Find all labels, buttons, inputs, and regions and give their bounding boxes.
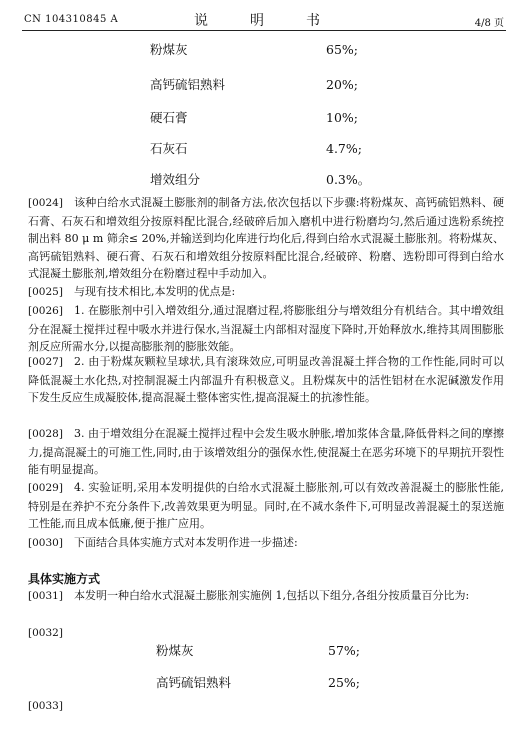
paragraph bbox=[28, 353, 504, 407]
component-percent: 65%; bbox=[326, 42, 358, 57]
paragraph-number: [0028] bbox=[28, 428, 63, 440]
component-percent: 10%; bbox=[326, 110, 358, 125]
paragraph-text: 2. 由于粉煤灰颗粒呈球状,具有滚珠效应,可明显改善混凝土拌合物的工作性能,同时可以降低混凝土水化热,对控制混凝土内部温升有积极意义。且粉煤灰中的活性铝材在水泥碱激发作用下发生反应生成凝胶体,提高混凝土整体密实性,提高混凝土的抗渗性能。 bbox=[28, 355, 504, 405]
table-row bbox=[156, 643, 456, 659]
paragraph-number: [0029] bbox=[28, 482, 63, 494]
table-row bbox=[150, 141, 450, 157]
component-name: 粉煤灰 bbox=[156, 643, 194, 658]
paragraph bbox=[28, 194, 504, 283]
paragraph-text: 1. 在膨胀剂中引入增效组分,通过混磨过程,将膨胀组分与增效组分有机结合。其中增效组分在混凝土搅拌过程中吸水并进行保水,当混凝土内部相对湿度下降时,开始释放水,维持其周围膨胀剂反应所需水分,以提高膨胀剂的膨胀效能。 bbox=[28, 304, 504, 354]
header-rule bbox=[22, 30, 506, 31]
component-name: 增效组分 bbox=[150, 172, 201, 187]
paragraph-number: [0031] bbox=[28, 590, 63, 602]
paragraph bbox=[28, 534, 504, 553]
table-row bbox=[150, 172, 450, 188]
paragraph bbox=[28, 479, 504, 533]
paragraph-text: 3. 由于增效组分在混凝土搅拌过程中会发生吸水肿胀,增加浆体含量,降低骨料之间的摩擦力,提高混凝土的可施工性,同时,由于该增效组分的强保水性,使混凝土在恶劣环境下的早期抗开裂性能有明显提高。 bbox=[28, 427, 504, 477]
component-name: 硬石膏 bbox=[150, 110, 188, 125]
paragraph-text: 该种白给水式混凝土膨胀剂的制备方法,依次包括以下步骤:将粉煤灰、高钙硫铝熟料、硬石膏、石灰石和增效组分按原料配比混合,经破碎后加入磨机中进行粉磨均匀,然后通过选粉系统控制出料 80 μ m 筛余≤ 20%,并输送到均化库进行均化后,得到白给水式混凝土膨胀剂。将粉煤灰、高钙硫铝熟料、硬石膏、石灰石和增效组分按原料配比混合,经破碎、粉磨、选粉即可得到白给水式混凝土膨胀剂,增效组分在粉磨过程中手动加入。 bbox=[28, 196, 504, 281]
component-percent: 20%; bbox=[326, 77, 358, 92]
paragraph bbox=[28, 302, 504, 356]
paragraph-number: [0024] bbox=[28, 197, 63, 209]
paragraph-text: 4. 实验证明,采用本发明提供的白给水式混凝土膨胀剂,可以有效改善混凝土的膨胀性能,特别是在养护不充分条件下,改善效果更为明显。同时,在不减水条件下,可明显改善混凝土的泵送施工性能,而且成本低廉,便于推广应用。 bbox=[28, 481, 504, 531]
document-number: CN 104310845 A bbox=[24, 14, 119, 25]
paragraph bbox=[28, 587, 504, 606]
component-name: 高钙硫铝熟料 bbox=[156, 675, 232, 690]
paragraph-text: 本发明一种白给水式混凝土膨胀剂实施例 1,包括以下组分,各组分按质量百分比为: bbox=[74, 589, 470, 602]
paragraph-number: [0027] bbox=[28, 356, 63, 368]
section-heading: 具体实施方式 bbox=[28, 572, 101, 586]
component-percent: 4.7%; bbox=[326, 141, 362, 156]
paragraph-number: [0032] bbox=[28, 627, 63, 639]
paragraph-text: 下面结合具体实施方式对本发明作进一步描述: bbox=[74, 536, 298, 549]
paragraph bbox=[28, 283, 504, 302]
paragraph-number: [0025] bbox=[28, 286, 63, 298]
paragraph-number: [0033] bbox=[28, 700, 63, 712]
component-name: 石灰石 bbox=[150, 141, 188, 156]
table-row bbox=[150, 77, 450, 93]
paragraph-number: [0030] bbox=[28, 537, 63, 549]
paragraph-number: [0026] bbox=[28, 305, 63, 317]
page-title: 说 明 书 bbox=[194, 13, 334, 29]
table-row bbox=[150, 42, 450, 58]
table-row bbox=[156, 675, 456, 691]
component-name: 高钙硫铝熟料 bbox=[150, 77, 226, 92]
paragraph bbox=[28, 425, 504, 479]
table-row bbox=[150, 110, 450, 126]
component-percent: 0.3%。 bbox=[326, 172, 371, 187]
component-percent: 57%; bbox=[328, 643, 360, 658]
page-number: 4/8 页 bbox=[474, 18, 504, 29]
component-percent: 25%; bbox=[328, 675, 360, 690]
paragraph-text: 与现有技术相比,本发明的优点是: bbox=[74, 285, 236, 298]
component-name: 粉煤灰 bbox=[150, 42, 188, 57]
